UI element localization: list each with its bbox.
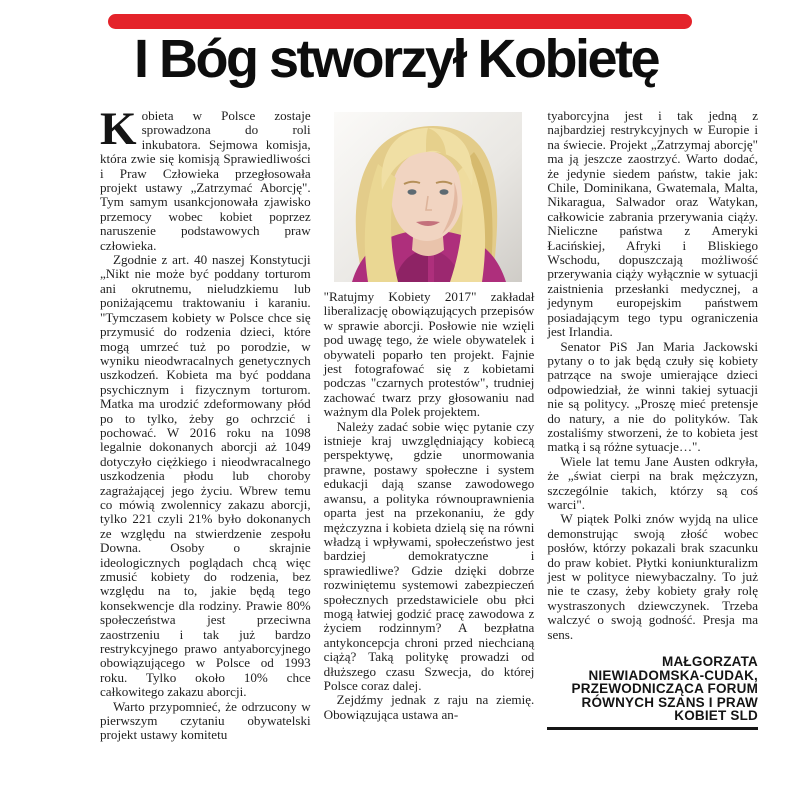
paragraph-lead — [100, 103, 311, 253]
paragraph-text: obieta w Polsce zostaje sprowadzona do roli inkubatora. Sejmowa komisja, która zwie się komisją Sprawiedliwości i Praw Człowieka przegłosowała projekt ustawy „Zatrzymać Aborcję". Tym samym usankcjonowała zjawisko przemocy wobec kobiet poprzez naruszenie podstawowych praw człowieka. — [100, 108, 311, 253]
paragraph: Należy zadać sobie więc pytanie czy istnieje kraj uwzględniający kobiecą perspektywę, gdzie unormowania prawne, postawy społeczne i system edukacji dają szanse zawodowego awansu, a polityka równouprawnienia oparta jest na przekonaniu, że gdy mężczyzna i kobieta dzielą się na równi władzą i wpływami, społeczeństwo jest bardziej demokratyczne i sprawiedliwe? Gdzie dzięki dobrze rozwiniętemu systemowi zabezpieczeń społecznych przedstawiciele obu płci mogą łatwiej godzić pracę zawodowa z życiem rodzinnym? A bezpłatna antykoncepcja chroni przed niechcianą ciążą? Taką politykę prowadzi od dłuższego czasu Szwecja, do której Polsce coraz dalej. — [323, 418, 535, 693]
paragraph: Senator PiS Jan Maria Jackowski pytany o to jak będą czuły się kobiety patrzące na swoje umierające dzieci odpowiedział, że winni takiej sytuacji nie są politycy. „Proszę mieć pretensje do natury, a nie do polityków. Tak zostaliśmy stworzeni, że to kobieta jest matką i są różne sytuacje…". — [547, 338, 759, 455]
paragraph: Zgodnie z art. 40 naszej Konstytucji „Nikt nie może być poddany torturom ani okrutnemu, nieludzkiemu lub poniżającemu traktowaniu i karaniu. "Tymczasem kobiety w Polsce chce się przymusić do rodzenia dzieci, które mogą umrzeć tuż po porodzie, w wyniku nieodwracalnych genetycznych uszkodzeń. Kobieta ma być poddana psychicznym i fizycznym torturom. Matka ma urodzić zdeformowany płód po to tylko, żeby go ochrzcić i pochować. W 2016 roku na 1098 legalnie dokonanych aborcji aż 1049 dotyczyło ciężkiego i nieodwracalnego uszkodzenia płodu lub choroby zagrażającej jego życiu. Wbrew temu co mówią zwolennicy zakazu aborcji, tylko 221 czyli 21% było dokonanych ze względu na stwierdzenie zespołu Downa. Osoby o skrajnie ideologicznych poglądach chcą więc zmusić kobiety do rodzenia, bez względu na to, jakie będą tego konsekwencje dla rodziny. Prawie 80% społeczeństwa jest przeciwna zaostrzeniu i tak już bardzo restrykcyjnego prawo antyaborcyjnego obowiązującego w Polsce od 1993 roku. Tylko około 10% chce całkowitego zakazu aborcji. — [100, 252, 311, 700]
author-signature: MAŁGORZATA NIEWIADOMSKA-CUDAK, PRZEWODNICZĄCA FORUM RÓWNYCH SZANS I PRAW KOBIET SLD — [571, 654, 759, 724]
author-photo — [334, 112, 522, 282]
face — [391, 151, 463, 241]
paragraph: tyaborcyjna jest i tak jedną z najbardziej restrykcyjnych w Europie i na świecie. Projekt „Zatrzymaj aborcję" ma ją jeszcze zaostrzyć. Warto dodać, że jedynie siedem państw, takie jak: Chile, Dominikana, Gwatemala, Malta, Nikaragua, Salwador oraz Watykan, całkowicie zabrania przerywania ciąży. Nieliczne państwa z Ameryki Łacińskiej, Afryki i Bliskiego Wschodu, dopuszczają możliwość przerywania ciąży wyłącznie w sytuacji zaistnienia przesłanki medycznej, a jedynym europejskim państwem posiadającym tego typu ograniczenia jest Irlandia. — [547, 108, 759, 340]
article-columns — [100, 103, 759, 743]
paragraph: "Ratujmy Kobiety 2017" zakładał liberalizację obowiązujących przepisów w sprawie aborcji. Posłowie nie wzięli pod uwagę tego, że wiele obywatelek i obywateli poparło ten projekt. Fajnie jest fotografować się z kobietami podczas "czarnych protestów", trudniej zachować twarz przy głosowaniu nad ważnym dla Polek projektem. — [323, 289, 535, 420]
column-1 — [100, 103, 311, 743]
column-2 — [324, 109, 535, 743]
paragraph: Warto przypomnieć, że odrzucony w pierwszym czytaniu obywatelski projekt ustawy komitetu — [100, 698, 311, 743]
paragraph: Zejdźmy jednak z raju na ziemię. Obowiązująca ustawa an- — [323, 692, 535, 722]
article-headline: I Bóg stworzył Kobietę — [133, 29, 659, 89]
right-eye — [439, 189, 448, 195]
signature-rule — [547, 727, 758, 730]
top-red-rule — [108, 14, 692, 29]
paragraph: Wiele lat temu Jane Austen odkryła, że „świat cierpi na brak mężczyzn, szczególnie takich, którzy są coś warci". — [547, 453, 759, 512]
paragraph: W piątek Polki znów wyjdą na ulice demonstrując swoją złość wobec posłów, którzy pokazali brak szacunku do praw kobiet. Płytki koniunkturalizm jest w polityce niewybaczalny. To już nie te czasy, żeby kobiety grały rolę wystraszonych dziewczynek. Trzeba walczyć o swoją godność. Presja ma sens. — [547, 511, 759, 642]
column-3 — [547, 109, 758, 743]
dropcap-letter: K — [100, 103, 137, 155]
left-eye — [407, 189, 416, 195]
